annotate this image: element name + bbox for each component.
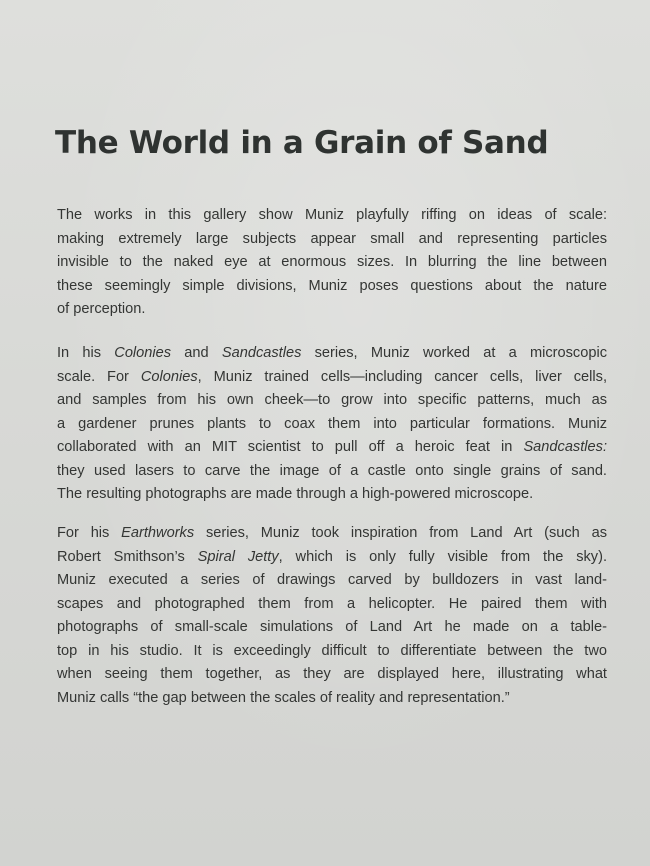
text-line: these seemingly simple divisions, Muniz poses questions about the nature <box>57 277 607 294</box>
paragraph-earthworks <box>57 522 607 710</box>
text-line: Muniz executed a series of drawings carved by bulldozers in vast land- <box>57 572 607 588</box>
text-line: top in his studio. It is exceedingly difficult to differentiate between the two <box>57 642 607 659</box>
text-line: invisible to the naked eye at enormous sizes. In blurring the line between <box>57 254 607 270</box>
artwork-title: Sandcastles <box>221 345 302 361</box>
text-line: In his Colonies and Sandcastles series, Muniz worked at a microscopic <box>57 345 608 361</box>
artwork-title: Colonies <box>140 368 198 385</box>
text-line: they used lasers to carve the image of a castle onto single grains of sand. <box>57 462 607 479</box>
text-line: collaborated with an MIT scientist to pull off a heroic feat in Sandcastles: <box>57 439 607 455</box>
artwork-title: Sandcastles: <box>523 439 607 455</box>
text-line: making extremely large subjects appear small and representing particles <box>57 230 607 247</box>
text-line: scapes and photographed them from a helicopter. He paired them with <box>57 595 607 612</box>
text-line: For his Earthworks series, Muniz took inspiration from Land Art (such as <box>57 525 607 541</box>
text-line: The works in this gallery show Muniz playfully riffing on ideas of scale: <box>57 207 607 223</box>
artwork-title: Spiral Jetty <box>197 548 279 565</box>
paragraph-colonies-sandcastles <box>57 342 607 507</box>
text-line: and samples from his own cheek—to grow into specific patterns, much as <box>57 392 607 408</box>
artwork-title: Colonies <box>114 345 172 361</box>
text-line: scale. For Colonies, Muniz trained cells—including cancer cells, liver cells, <box>57 368 607 385</box>
text-line: The resulting photographs are made through a high-powered microscope. <box>57 486 534 502</box>
text-line: Robert Smithson’s Spiral Jetty, which is only fully visible from the sky). <box>57 548 607 565</box>
text-line: when seeing them together, as they are displayed here, illustrating what <box>57 666 607 682</box>
label-title: The World in a Grain of Sand <box>55 125 549 161</box>
text-line: of perception. <box>57 301 146 317</box>
paragraph-intro <box>57 204 607 322</box>
artwork-title: Earthworks <box>121 525 195 541</box>
text-line: a gardener prunes plants to coax them into particular formations. Muniz <box>57 415 607 432</box>
text-line: Muniz calls “the gap between the scales of reality and representation.” <box>57 689 510 706</box>
text-line: photographs of small-scale simulations of Land Art he made on a table- <box>57 619 607 635</box>
